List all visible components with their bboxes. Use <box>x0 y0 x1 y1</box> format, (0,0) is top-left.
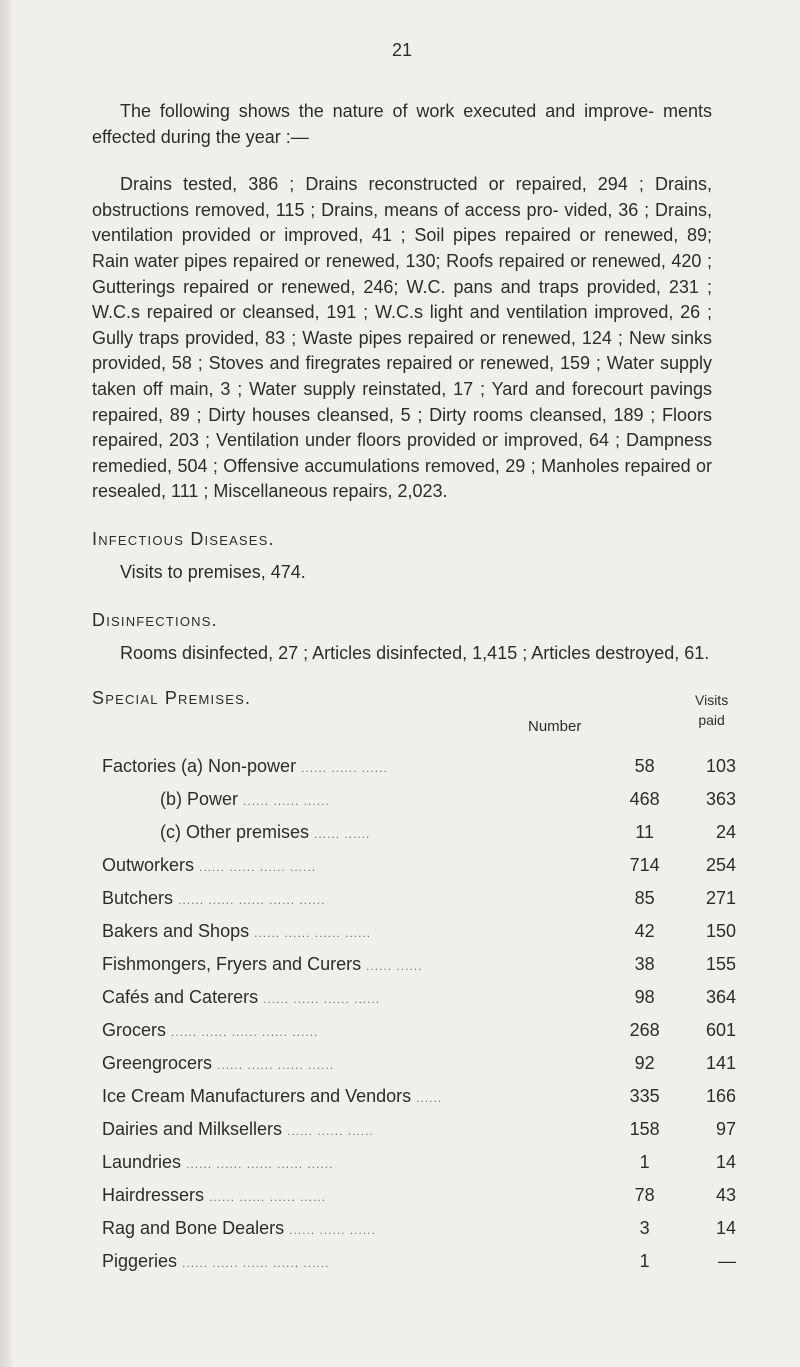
special-premises-header <box>92 688 729 744</box>
row-number: 11 <box>635 822 654 843</box>
table-row <box>92 1080 742 1113</box>
row-label-text: Grocers <box>102 1020 167 1041</box>
table-row <box>92 750 742 783</box>
row-label <box>92 750 621 783</box>
leader-dots: ...... ...... ...... <box>287 1124 374 1139</box>
row-visits: 601 <box>705 1020 736 1041</box>
row-number: 42 <box>634 921 655 942</box>
row-visits: 150 <box>705 921 736 942</box>
table-row <box>92 1179 742 1212</box>
row-visits: 14 <box>715 1218 736 1239</box>
table-row <box>92 1146 742 1179</box>
row-visits: 24 <box>715 822 736 843</box>
row-label-text: (c) Other premises <box>160 822 310 843</box>
row-label <box>92 981 621 1014</box>
row-label-text: Outworkers <box>102 855 195 876</box>
leader-dots: ...... ...... <box>314 827 371 842</box>
row-label <box>92 816 621 849</box>
row-label <box>92 948 621 981</box>
leader-dots: ...... ...... ...... ...... <box>209 1190 327 1205</box>
row-number: 158 <box>629 1119 660 1140</box>
row-number: 98 <box>634 987 655 1008</box>
intro-paragraph: The following shows the nature of work executed and improve- ments effected during the year :— <box>92 101 712 147</box>
row-visits: 271 <box>705 888 736 909</box>
column-header-visits: Visits paid <box>695 692 729 729</box>
work-paragraph: Drains tested, 386 ; Drains reconstructed or repaired, 294 ; Drains, obstructions removed, 115 ; Drains, means of access pro- vided, 36 ; Drains, ventilation provided or improved, 41 ; Soil pipes repaired or renewed, 89; Rain water pipes repaired or renewed, 130; Roofs repaired or renewed, 420 ; Gutterings repaired or renewed, 246; W.C. pans and traps provided, 231 ; W.C.s repaired or cleansed, 191 ; W.C.s light and ventilation improved, 26 ; Gully traps provided, 83 ; Waste pipes repaired or renewed, 124 ; New sinks provided, 58 ; Stoves and firegrates repaired or renewed, 159 ; Water supply taken off main, 3 ; Water supply reinstated, 17 ; Yard and forecourt pavings repaired, 89 ; Dirty houses cleansed, 5 ; Dirty rooms cleansed, 189 ; Floors repaired, 203 ; Ventilation under floors provided or improved, 64 ; Dampness remedied, 504 ; Offensive accumulations removed, 29 ; Manholes repaired or resealed, 111 ; Miscellaneous repairs, 2,023. <box>92 174 712 502</box>
row-label-text: (b) Power <box>160 789 239 810</box>
leader-dots: ...... ...... ...... ...... ...... <box>186 1157 334 1172</box>
row-label-text: Bakers and Shops <box>102 921 250 942</box>
row-visits: 254 <box>705 855 736 876</box>
row-label <box>92 1212 621 1245</box>
row-visits: 155 <box>705 954 736 975</box>
leader-dots: ...... ...... ...... ...... <box>199 860 317 875</box>
row-number: 92 <box>634 1053 655 1074</box>
leader-dots: ...... ...... ...... <box>243 794 330 809</box>
infectious-text: Visits to premises, 474. <box>120 561 306 582</box>
leader-dots: ...... ...... ...... ...... <box>263 992 381 1007</box>
table-row <box>92 882 742 915</box>
row-label-text: Factories (a) Non-power <box>102 756 297 777</box>
row-label-text: Laundries <box>102 1152 182 1173</box>
row-label <box>92 783 621 816</box>
row-visits: — <box>718 1251 736 1272</box>
table-row <box>92 981 742 1014</box>
table-row <box>92 816 742 849</box>
row-label-text: Piggeries <box>102 1251 178 1272</box>
row-number: 714 <box>629 855 660 876</box>
leader-dots: ...... ...... ...... ...... ...... <box>171 1025 319 1040</box>
row-label-text: Cafés and Caterers <box>102 987 259 1008</box>
row-label <box>92 1047 621 1080</box>
row-label <box>92 1146 621 1179</box>
row-visits: 103 <box>705 756 736 777</box>
row-label-text: Fishmongers, Fryers and Curers <box>102 954 362 975</box>
row-number: 1 <box>639 1152 650 1173</box>
table-row <box>92 1212 742 1245</box>
leader-dots: ...... ...... <box>366 959 423 974</box>
row-label <box>92 1014 621 1047</box>
table-row <box>92 1014 742 1047</box>
row-number: 58 <box>634 756 655 777</box>
leader-dots: ...... ...... ...... <box>301 761 388 776</box>
row-visits: 363 <box>705 789 736 810</box>
row-label <box>92 1080 621 1113</box>
row-label <box>92 882 621 915</box>
row-number: 335 <box>629 1086 660 1107</box>
table-row <box>92 1047 742 1080</box>
table-row <box>92 849 742 882</box>
leader-dots: ...... ...... ...... <box>289 1223 376 1238</box>
row-visits: 43 <box>715 1185 736 1206</box>
row-label <box>92 1113 621 1146</box>
row-label-text: Ice Cream Manufacturers and Vendors <box>102 1086 412 1107</box>
disinfections-text: Rooms disinfected, 27 ; Articles disinfected, 1,415 ; Articles destroyed, 61. <box>120 642 710 663</box>
leader-dots: ...... ...... ...... ...... ...... <box>178 893 326 908</box>
row-label-text: Rag and Bone Dealers <box>102 1218 285 1239</box>
row-label-text: Hairdressers <box>102 1185 205 1206</box>
page-edge-shadow <box>0 0 12 1367</box>
row-label-text: Greengrocers <box>102 1053 213 1074</box>
row-label <box>92 915 621 948</box>
special-premises-heading: Special Premises. <box>92 688 252 709</box>
row-label <box>92 1179 621 1212</box>
disinfections-heading: Disinfections. <box>92 609 218 630</box>
leader-dots: ...... ...... ...... ...... <box>254 926 372 941</box>
row-visits: 14 <box>715 1152 736 1173</box>
table-row <box>92 1245 742 1278</box>
row-visits: 97 <box>715 1119 736 1140</box>
table-row <box>92 948 742 981</box>
leader-dots: ...... ...... ...... ...... <box>217 1058 335 1073</box>
table-row <box>92 1113 742 1146</box>
row-number: 38 <box>634 954 655 975</box>
table-row <box>92 915 742 948</box>
row-visits: 364 <box>705 987 736 1008</box>
special-premises-table <box>92 750 742 1278</box>
row-label-text: Butchers <box>102 888 174 909</box>
row-visits: 166 <box>705 1086 736 1107</box>
leader-dots: ...... <box>416 1091 443 1106</box>
row-label <box>92 849 621 882</box>
row-number: 468 <box>629 789 660 810</box>
document-page <box>92 40 736 1278</box>
page-number: 21 <box>391 40 413 60</box>
infectious-heading: Infectious Diseases. <box>92 528 275 549</box>
leader-dots: ...... ...... ...... ...... ...... <box>182 1256 330 1271</box>
row-label-text: Dairies and Milksellers <box>102 1119 283 1140</box>
row-label <box>92 1245 621 1278</box>
row-number: 268 <box>629 1020 660 1041</box>
row-number: 78 <box>634 1185 655 1206</box>
column-header-number: Number <box>528 718 582 736</box>
row-number: 1 <box>639 1251 650 1272</box>
row-visits: 141 <box>705 1053 736 1074</box>
row-number: 3 <box>639 1218 650 1239</box>
table-row <box>92 783 742 816</box>
row-number: 85 <box>634 888 655 909</box>
